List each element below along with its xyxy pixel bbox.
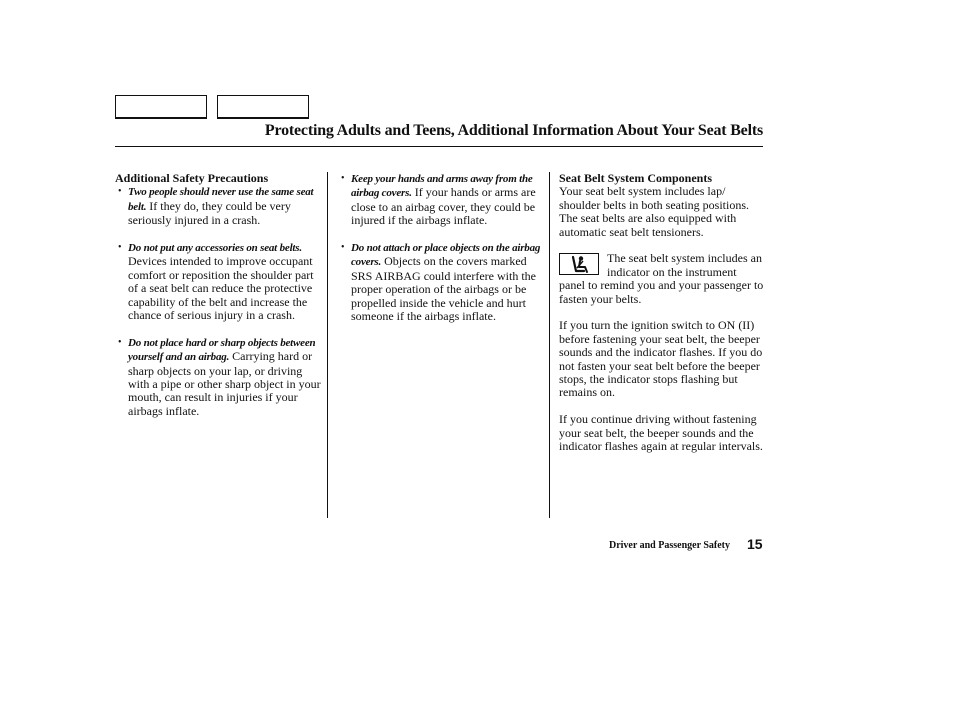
bullet-body: Objects on the covers marked SRS AIRBAG could interfere with the proper operation of the airbags or be propelled inside the vehicle and hurt someone if the airbags inflate.: [351, 254, 536, 324]
list-item: [338, 172, 546, 228]
list-item: [115, 336, 323, 418]
page-title: Protecting Adults and Teens, Additional Information About Your Seat Belts: [264, 122, 763, 139]
bullet-lead: Do not place hard or sharp objects between yourself and an airbag.: [128, 336, 316, 364]
bullet-body: If your hands or arms are close to an airbag cover, they could be injured if the airbags inflate.: [351, 185, 536, 228]
bullet-icon: •: [118, 336, 122, 348]
section-heading-safety-precautions: Additional Safety Precautions: [115, 171, 269, 185]
paragraph: Your seat belt system includes lap/ shoulder belts in both seating positions. The seat belts are also equipped with automatic seat belt tensioners.: [559, 184, 749, 239]
nav-button-table-of-contents[interactable]: [217, 95, 309, 119]
list-item: [115, 241, 323, 322]
bullet-icon: •: [341, 242, 345, 254]
bullet-lead: Do not put any accessories on seat belts.: [128, 242, 302, 255]
nav-button-main-menu[interactable]: [115, 95, 207, 119]
section-footer-label: Driver and Passenger Safety: [608, 540, 730, 551]
paragraph: If you continue driving without fastening your seat belt, the beeper sounds and the indicator flashes again at regular intervals.: [559, 412, 763, 454]
indicator-paragraph: [559, 252, 765, 306]
column-divider-1: [327, 172, 328, 518]
seat-belt-reminder-icon: [559, 253, 599, 275]
column-safety-precautions: [115, 172, 323, 432]
bullet-body: Carrying hard or sharp objects on your lap, or driving with a pipe or other sharp object in your mouth, can result in injuries if your airbags inflate.: [128, 349, 321, 418]
list-item: [338, 241, 546, 323]
bullet-lead: Two people should never use the same seat belt.: [128, 186, 314, 213]
bullet-icon: •: [341, 173, 345, 184]
bullet-icon: •: [118, 242, 122, 254]
bullet-icon: •: [118, 186, 122, 198]
bullet-body: Devices intended to improve occupant comfort or reposition the shoulder part of a seat belt can reduce the protective capability of the belt and increase the chance of serious injury in a crash.: [128, 254, 314, 323]
bullet-lead: Do not attach or place objects on the airbag covers.: [351, 242, 541, 269]
column-airbag-precautions: [338, 172, 546, 337]
list-item: [115, 185, 323, 227]
paragraph: If you turn the ignition switch to ON (II) before fastening your seat belt, the beeper sounds and the indicator flashes. If you do not fasten your seat belt before the beeper stops, the indicator stops flashing but remains on.: [559, 318, 763, 400]
page-number: 15: [747, 536, 763, 552]
bullet-lead: Keep your hands and arms away from the airbag covers.: [351, 173, 533, 200]
paragraph-text: The seat belt system includes an indicator on the instrument panel to remind you and your passenger to fasten your belts.: [559, 251, 764, 306]
column-seat-belt-components: [559, 172, 765, 467]
bullet-body: If they do, they could be very seriously injured in a crash.: [128, 198, 291, 228]
title-divider: [115, 146, 763, 147]
column-divider-2: [549, 172, 550, 518]
section-heading-seat-belt-components: Seat Belt System Components: [559, 171, 712, 185]
